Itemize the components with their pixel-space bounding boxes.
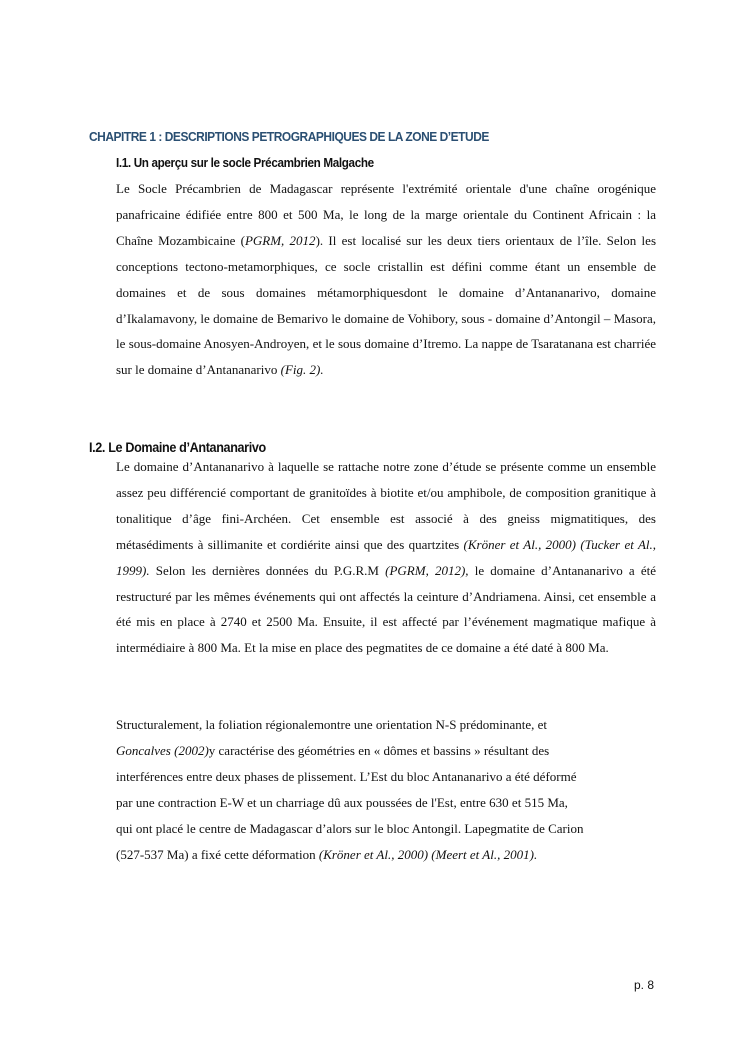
section-2-paragraph-2 xyxy=(116,712,656,867)
paragraph-text: Le Socle Précambrien de Madagascar représente l'extrémité orientale d'une chaîne orogénique panafricaine édifiée entre 800 et 500 Ma, le long de la marge orientale du Continent Africain : la Chaîne Mozambicaine ( xyxy=(116,181,656,248)
citation: Goncalves (2002) xyxy=(116,742,209,758)
figure-reference: (Fig. 2). xyxy=(280,362,324,378)
citation: (PGRM, 2012), xyxy=(385,562,469,578)
section-1-title: I.1. Un aperçu sur le socle Précambrien Malgache xyxy=(116,155,374,170)
citation: (Kröner et Al., 2000) (Tucker et Al., 1999). xyxy=(116,536,656,578)
paragraph-line: y caractérise des géométries en « dômes et bassins » résultant des xyxy=(208,742,550,758)
section-2-title: I.2. Le Domaine d’Antananarivo xyxy=(89,439,266,455)
citation: (Kröner et Al., 2000) (Meert et Al., 2001). xyxy=(318,846,538,862)
paragraph-line: qui ont placé le centre de Madagascar d’alors sur le bloc Antongil. Lapegmatite de Carion xyxy=(116,820,584,836)
paragraph-text: ). Il est localisé sur les deux tiers orientaux de l’île. Selon les conceptions tectono-metamorphiques, ce socle cristallin est défini comme étant un ensemble de domaines et de sous domaines métamorphiquesdont le domaine d’Antananarivo, domaine d’Ikalamavony, le domaine de Bemarivo le domaine de Vohibory, sous - domaine d’Antongil – Masora, le sous-domaine Anosyen-Androyen, et le sous domaine d’Itremo. La nappe de Tsaratanana est charriée sur le domaine d’Antananarivo xyxy=(116,232,656,378)
paragraph-text: le domaine d’Antananarivo a été restructuré par les mêmes événements qui ont affectés la ceinture d’Andriamena. Ainsi, cet ensemble a été mis en place à 2740 et 2500 Ma. Ensuite, il est affecté par l’événement magmatique mafique à intermédiaire à 800 Ma. Et la mise en place des pegmatites de ce domaine a été daté à 800 Ma. xyxy=(116,562,656,656)
section-1-paragraph xyxy=(116,176,656,383)
chapter-title: CHAPITRE 1 : DESCRIPTIONS PETROGRAPHIQUES DE LA ZONE D’ETUDE xyxy=(89,129,489,144)
paragraph-line: interférences entre deux phases de plissement. L’Est du bloc Antananarivo a été déformé xyxy=(116,768,577,784)
paragraph-text: Le domaine d’Antananarivo à laquelle se rattache notre zone d’étude se présente comme un ensemble assez peu différencié comportant de granitoïdes à biotite et/ou amphibole, de composition granitique à tonalitique d’âge fini-Archéen. Cet ensemble est associé à des gneiss migmatitiques, des métasédiments à sillimanite et cordiérite ainsi que des quartzites xyxy=(116,459,656,552)
section-2-paragraph-1 xyxy=(116,454,656,661)
page-number: p. 8 xyxy=(634,978,655,992)
paragraph-line: (527-537 Ma) a fixé cette déformation xyxy=(116,846,319,862)
citation: PGRM, 2012 xyxy=(244,232,316,248)
paragraph-line: par une contraction E-W et un charriage dû aux poussées de l'Est, entre 630 et 515 Ma, xyxy=(116,794,568,810)
paragraph-line: Structuralement, la foliation régionalemontre une orientation N-S prédominante, et xyxy=(116,717,548,732)
paragraph-text: Selon les dernières données du P.G.R.M xyxy=(149,562,386,578)
